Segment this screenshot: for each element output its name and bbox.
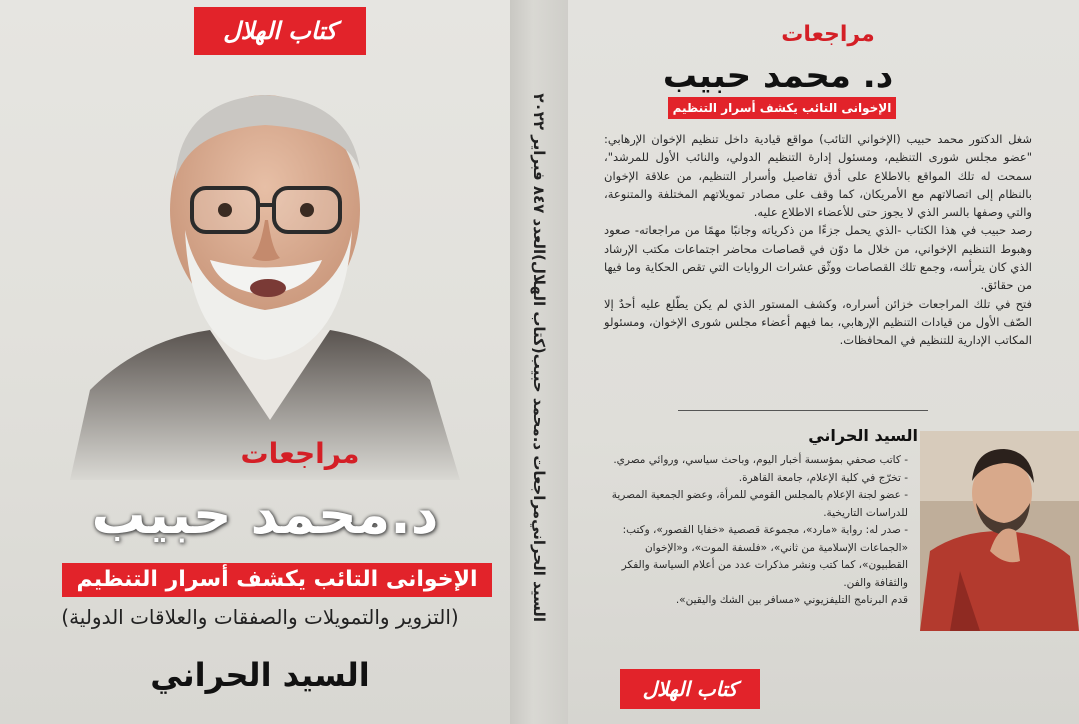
publisher-logo-back: كتاب الهلال [620, 669, 760, 709]
synopsis-paragraph: فتح في تلك المراجعات خزائن أسراره، وكشف المستور الذي لم يكن يطّلع عليه أحدٌ إلا الصّف الأول من قيادات التنظيم الإرهابي، بما فيهم أعضاء مجلس شورى الإخوان، ومسئولو المكاتب الإدارية للتنظيم في المحافظات. [604, 296, 1032, 348]
spine-issue: العدد ٨٤٧ فبراير ٢٠٢٢ [530, 93, 548, 255]
spine-text-row [519, 93, 559, 622]
front-cover [0, 0, 510, 724]
spine-author: السيد الحراني [530, 519, 548, 622]
back-book-title: د. محمد حبيب [662, 56, 894, 96]
divider [678, 410, 928, 411]
back-synopsis [604, 130, 1032, 350]
author-photo [920, 431, 1079, 631]
front-series-title: مراجعات [240, 437, 360, 470]
spine-series: (كتاب الهلال) [530, 254, 548, 354]
bio-line: - عضو لجنة الإعلام بالمجلس القومي للمرأة، وعضو الجمعية المصرية للدراسات التاريخية. [611, 489, 908, 519]
bio-line: - صدر له: رواية «مارد»، مجموعة قصصية «خفايا القصور»، وكتب: «الجماعات الإسلامية من ثاني»، «فلسفة الموت»، و«الإخوان القطبيون»، كما كتب ونشر مذكرات عدد من أعلام السياسة والفكر والثقافة والفن. [621, 524, 908, 589]
author-portrait [60, 60, 480, 480]
author-bio [608, 452, 908, 610]
back-series-title: مراجعات [781, 22, 875, 47]
bio-author-name: السيد الحراني [808, 426, 918, 445]
synopsis-paragraph: شغل الدكتور محمد حبيب (الإخواني التائب) مواقع قيادية داخل تنظيم الإخوان الإرهابي: "عضو مجلس شورى التنظيم، ومسئول إدارة التنظيم الدولي، والنائب الأول للمرشد"، سمحت له تلك المواقع بالاطلاع على أدق تفاصيل وأسرار التنظيم، من علاقة الإخوان بالنظام إلى اتصالاتهم مع الأمريكان، كما وقف على مصادر تمويلاتهم المختلفة والمتنوعة، والتي وصفها بالسر الذي لا يجوز حتى للأعضاء الاطلاع عليه. [604, 132, 1032, 220]
bio-line: قدم البرنامج التليفزيوني «مسافر بين الشك واليقين». [675, 594, 908, 606]
front-author-name: السيد الحراني [150, 656, 370, 694]
back-subtitle-banner: الإخوانى التائب يكشف أسرار التنظيم [668, 97, 896, 119]
author-photo-illustration [920, 431, 1079, 631]
back-cover [568, 0, 1079, 724]
synopsis-paragraph: رصد حبيب في هذا الكتاب -الذي يحمل جزءًا من ذكرياته وجانبًا مهمًا من مراجعاته- صعود وهبوط التنظيم الإخواني، من خلال ما دوّن في قصاصات محاضر اجتماعات مكتب الإرشاد الذي كان يترأسه، وجمع تلك القصاصات ووثّق عشرات الروايات التي تقص الحكاية وما فيها من حقائق. [604, 223, 1032, 293]
bio-line: - تخرّج في كلية الإعلام، جامعة القاهرة. [738, 471, 908, 484]
bio-line: - كاتب صحفي بمؤسسة أخبار اليوم، وباحث سياسي، وروائي مصري. [613, 454, 908, 466]
publisher-logo-front: كتاب الهلال [194, 7, 366, 55]
front-subtitle-secondary: (التزوير والتمويلات والصفقات والعلاقات الدولية) [61, 605, 459, 629]
front-book-title: د.محمد حبيب [91, 483, 439, 546]
spine-title: مراجعات د.محمد حبيب [530, 353, 548, 520]
front-subtitle-banner: الإخوانى التائب يكشف أسرار التنظيم [62, 563, 492, 597]
